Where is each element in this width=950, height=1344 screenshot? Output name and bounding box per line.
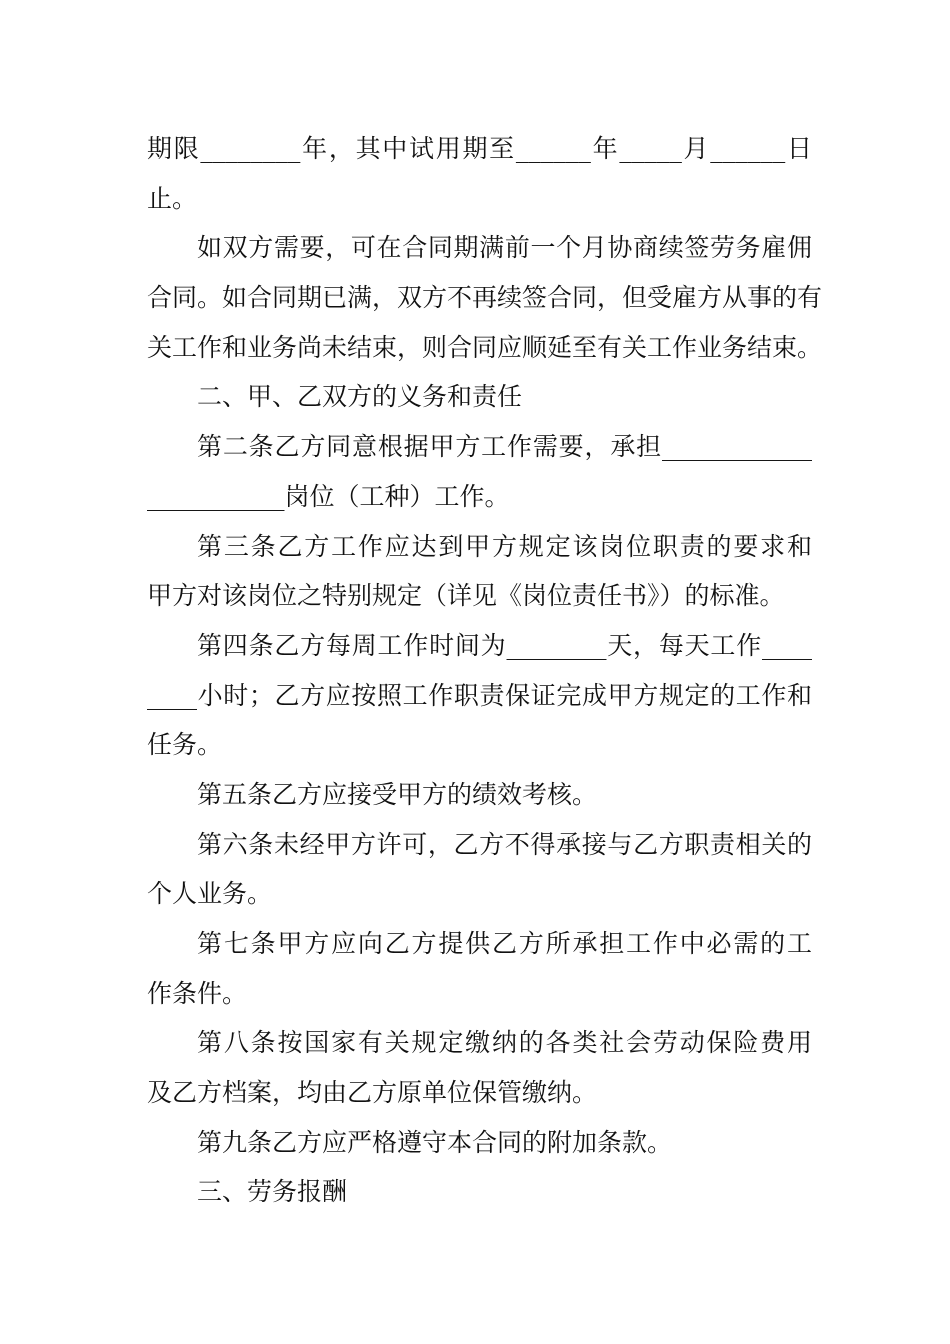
text-line: ___________岗位（工种）工作。	[147, 481, 510, 511]
text-line: 第二条乙方同意根据甲方工作需要，承担____________	[197, 432, 812, 462]
text-line: 个人业务。	[147, 879, 273, 909]
text-line: 第八条按国家有关规定缴纳的各类社会劳动保险费用	[197, 1028, 812, 1058]
text-line: 第五条乙方应接受甲方的绩效考核。	[197, 779, 598, 809]
text-line: 关工作和业务尚未结束，则合同应顺延至有关工作业务结束。	[147, 332, 823, 362]
text-line: 二、甲、乙双方的义务和责任	[197, 382, 523, 412]
text-line: 甲方对该岗位之特别规定（详见《岗位责任书》）的标准。	[147, 581, 785, 611]
text-line: 止。	[147, 183, 198, 213]
contract-body	[147, 124, 823, 1217]
text-line: 第七条甲方应向乙方提供乙方所承担工作中必需的工	[197, 929, 812, 958]
text-line: 期限________年，其中试用期至______年_____月______日	[147, 134, 812, 163]
text-line: 如双方需要，可在合同期满前一个月协商续签劳务雇佣	[197, 233, 812, 263]
text-line: 第三条乙方工作应达到甲方规定该岗位职责的要求和	[197, 531, 812, 561]
text-line: 第四条乙方每周工作时间为________天，每天工作____	[197, 630, 812, 660]
text-line: 合同。如合同期已满，双方不再续签合同，但受雇方从事的有	[147, 283, 823, 313]
text-line: 及乙方档案，均由乙方原单位保管缴纳。	[147, 1078, 598, 1108]
text-line: 作条件。	[147, 978, 248, 1008]
text-line: 第九条乙方应严格遵守本合同的附加条款。	[197, 1127, 673, 1157]
text-line: 第六条未经甲方许可，乙方不得承接与乙方职责相关的	[197, 829, 812, 859]
text-line: ____小时；乙方应按照工作职责保证完成甲方规定的工作和	[147, 680, 812, 710]
text-line: 三、劳务报酬	[197, 1177, 348, 1207]
text-line: 任务。	[147, 730, 223, 760]
